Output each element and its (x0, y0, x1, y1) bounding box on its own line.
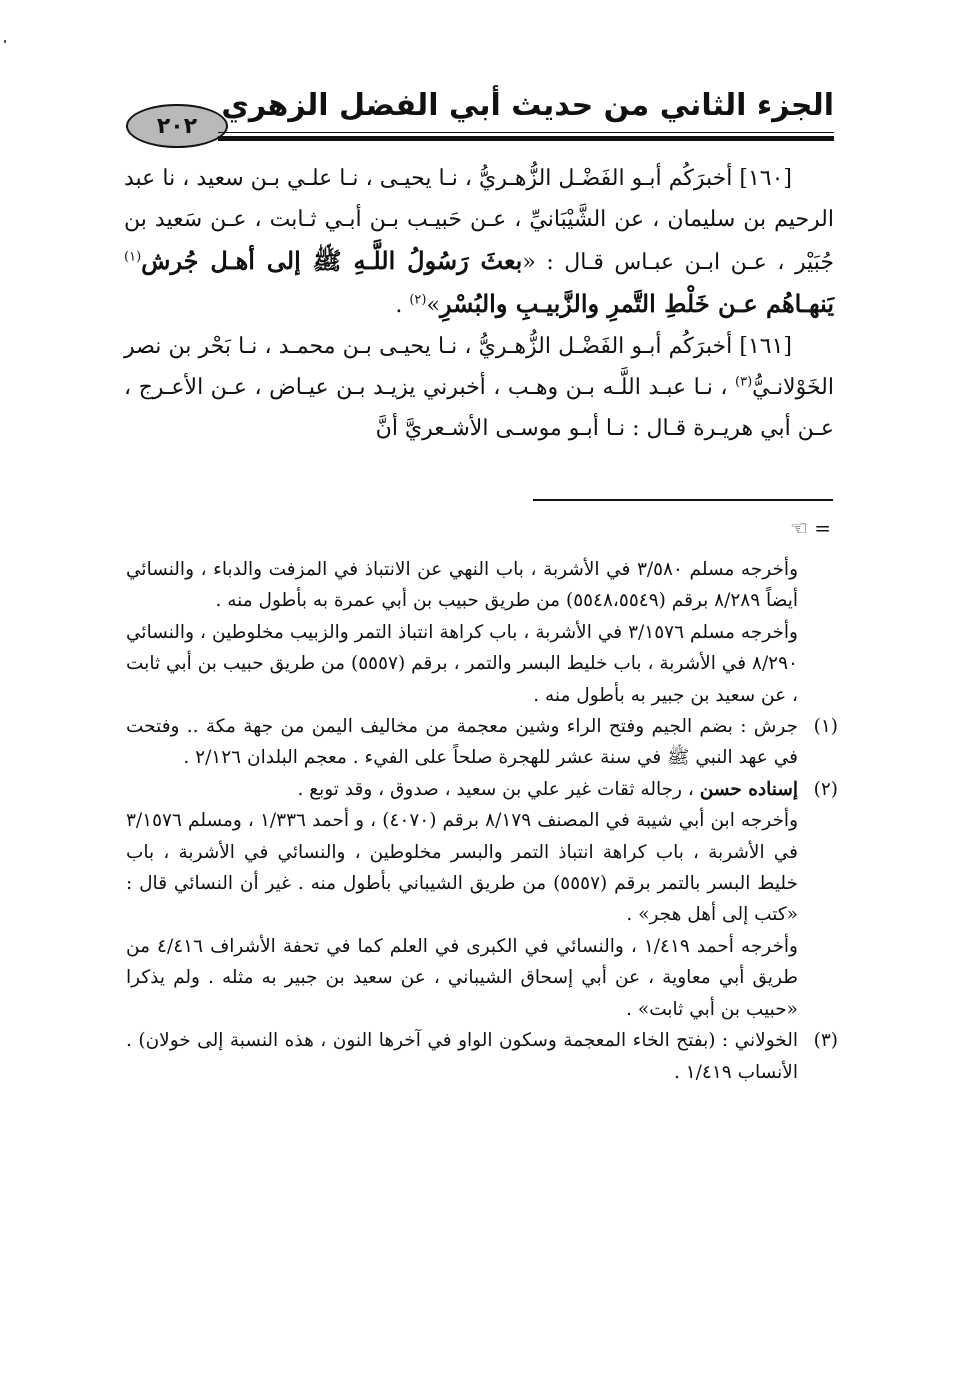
footnote-ref-3: (٣) (735, 374, 753, 390)
footnote-1-text: جرش : بضم الجيم وفتح الراء وشين معجمة من مخاليف اليمن من جهة مكة .. وفتحت في عهد النبي ﷺ في سنة عشر للهجرة صلحاً على الفيء . معجم البلدان ٢/١٢٦ . (126, 716, 798, 769)
header-rule (218, 136, 834, 141)
page-number: ٢٠٢ (156, 113, 198, 139)
footnote-ref-1: (١) (124, 249, 142, 265)
hadith-160-matn: بعثَ رَسُولُ اللَّـهِ ﷺ إلى أهـل جُرش (141, 246, 523, 275)
footnote-2-number: (٢) (813, 778, 838, 800)
footnote-2-para-1: إسناده حسن ، رجاله ثقات غير علي بن سعيد ، صدوق ، وقد توبع . (297, 778, 798, 800)
footnote-continuation-1: وأخرجه مسلم ٣/٥٨٠ في الأشربة ، باب النهي عن الانتباذ في المزفت والدباء ، والنسائي أيضاً ٨/٢٨٩ برقم (٥٥٤٨،٥٥٤٩) من طريق حبيب بن أبي عمرة به بأطول منه . (126, 559, 799, 612)
footnote-continuation-2: وأخرجه مسلم ٣/١٥٧٦ في الأشربة ، باب كراهة انتباذ التمر والزبيب مخلوطين ، والنسائي ٨/٢٩٠ في الأشربة ، باب خليط البسر والتمر ، برقم (٥٥٥٧) من طريق حبيب بن أبي ثابت ، عن سعيد بن جبير به بأطول منه . (126, 621, 798, 706)
page-number-badge (126, 104, 228, 148)
footnote-3-number: (٣) (813, 1030, 838, 1052)
footnote-1 (126, 711, 838, 774)
continuation-mark: = ☜ (789, 516, 831, 540)
footnote-separator (533, 499, 833, 501)
footnote-3-text: الخولاني : (بفتح الخاء المعجمة وسكون الواو في آخرها النون ، هذه النسبة إلى خولان) . الأنساب ١/٤١٩ . (126, 1030, 798, 1083)
page-header (118, 84, 834, 146)
hadith-160: [١٦٠] أخبرَكُم أبـو الفَضْـل الزُّهـريُّ ، نـا يحيـى ، نـا علـي بـن سعيد ، نا عبد الرحيم بن سليمان ، عن الشَّيْبَانيِّ ، عـن حَبيـب بـن أبـي ثـابت ، عـن سَعيد بن جُبَيْر ، عـن ابـن عبـاس قـال : «بعثَ رَسُولُ اللَّـهِ ﷺ إلى أهـل جُرش$^{(١)}$ يَنهـاهُم عـن خَلْطِ التَّمرِ والزَّبيـبِ والبُسْرِ»$^{(٢)}$ . (124, 166, 835, 318)
footnote-2-para-3: وأخرجه أحمد ١/٤١٩ ، والنسائي في الكبرى في العلم كما في تحفة الأشراف ٤/٤١٦ من طريق أبي معاوية ، عن أبي إسحاق الشيباني ، عن سعيد بن جبير به مثله . ولم يذكرا «حبيب بن أبي ثابت» . (126, 935, 798, 1020)
header-rule-thin (218, 132, 834, 133)
main-text (124, 158, 834, 449)
hadith-161: [١٦١] أخبرَكُم أبـو الفَضْـل الزُّهـريُّ ، نـا يحيـى بـن محمـد ، نـا بَحْر بن نصر الخَوْلانـيُّ$^{(٣)}$ ، نـا عبـد اللَّـه بـن وهـب ، أخبرني يزيـد بـن عيـاض ، عـن الأعـرج ، عـن أبي هريـرة قـال : نـا أبـو موسـى الأشـعريَّ أنَّ (124, 334, 834, 441)
hadith-160-matn-cont: يَنهـاهُم عـن خَلْطِ التَّمرِ والزَّبيـبِ والبُسْرِ (439, 289, 834, 318)
isnad-grade: إسناده حسن (699, 778, 798, 800)
footnote-2 (126, 774, 838, 1025)
footnote-ref-2: (٢) (409, 292, 427, 308)
footnote-2-para-2: وأخرجه ابن أبي شيبة في المصنف ٨/١٧٩ برقم (٤٠٧٠) ، و أحمد ١/٣٣٦ ، ومسلم ٣/١٥٧٦ في الأشربة ، باب كراهة انتباذ التمر والبسر مخلوطين ، والنسائي في الأشربة ، باب خليط البسر بالتمر برقم (٥٥٥٧) من طريق الشيباني بأطول منه . غير أن النسائي قال : «كتب إلى أهل هجر» . (126, 810, 798, 926)
running-title: الجزء الثاني من حديث أبي الفضل الزهري (221, 88, 834, 123)
footnotes (126, 554, 838, 1088)
footnote-3 (126, 1025, 838, 1088)
scan-artifact (4, 40, 6, 43)
footnote-1-number: (١) (813, 716, 838, 738)
